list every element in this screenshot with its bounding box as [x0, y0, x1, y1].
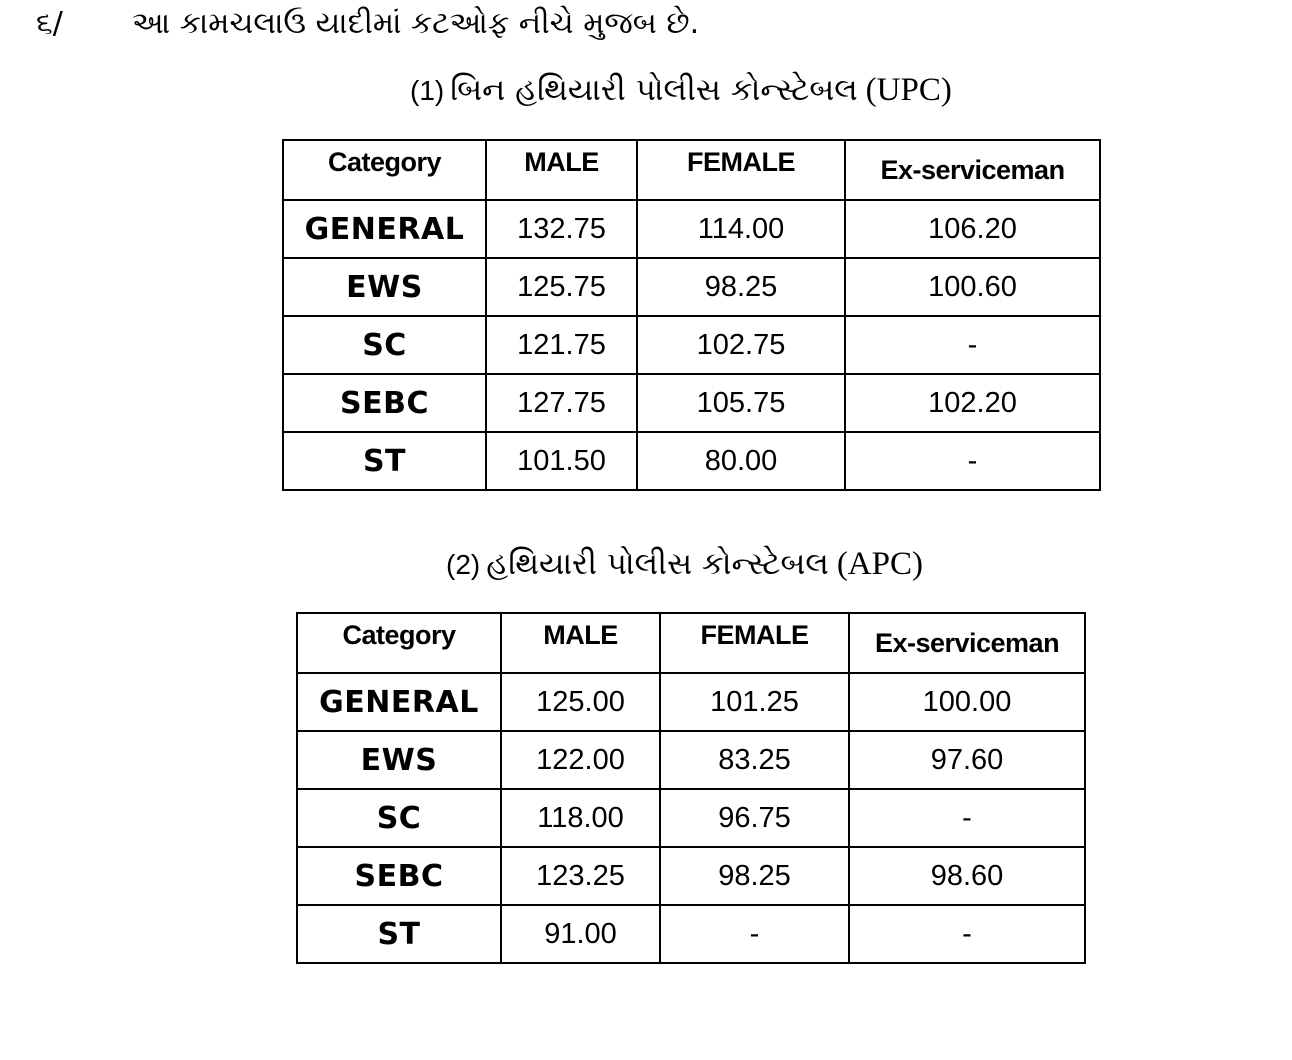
column-header-category: Category — [283, 140, 486, 200]
female-cell: 98.25 — [660, 847, 849, 905]
apc-cutoff-table — [296, 612, 1086, 964]
female-cell: - — [660, 905, 849, 963]
column-header-ex-serviceman: Ex-serviceman — [849, 613, 1085, 673]
category-cell: SC — [297, 789, 501, 847]
table-row — [283, 200, 1100, 258]
section-title-upc — [410, 68, 952, 113]
section-abbr: (UPC) — [865, 72, 952, 108]
table-row — [297, 731, 1085, 789]
ex-serviceman-cell: 97.60 — [849, 731, 1085, 789]
male-cell: 122.00 — [501, 731, 660, 789]
male-cell: 127.75 — [486, 374, 637, 432]
category-cell: ST — [297, 905, 501, 963]
ex-serviceman-cell: 100.00 — [849, 673, 1085, 731]
section-index: (1) — [410, 75, 445, 106]
upc-cutoff-table — [282, 139, 1101, 491]
female-cell: 102.75 — [637, 316, 845, 374]
female-cell: 105.75 — [637, 374, 845, 432]
female-cell: 96.75 — [660, 789, 849, 847]
column-header-female: FEMALE — [660, 613, 849, 673]
paragraph-number: ૬/ — [36, 6, 63, 41]
category-cell: GENERAL — [283, 200, 486, 258]
table-header-row — [297, 613, 1085, 673]
category-cell: GENERAL — [297, 673, 501, 731]
table-row — [297, 905, 1085, 963]
ex-serviceman-cell: - — [845, 316, 1100, 374]
column-header-male: MALE — [486, 140, 637, 200]
table-row — [297, 847, 1085, 905]
male-cell: 132.75 — [486, 200, 637, 258]
intro-text: આ કામચલાઉ યાદીમાં કટઓફ નીચે મુજબ છે. — [132, 6, 700, 41]
ex-serviceman-cell: 98.60 — [849, 847, 1085, 905]
table-row — [283, 258, 1100, 316]
female-cell: 101.25 — [660, 673, 849, 731]
male-cell: 118.00 — [501, 789, 660, 847]
female-cell: 80.00 — [637, 432, 845, 490]
ex-serviceman-cell: 106.20 — [845, 200, 1100, 258]
ex-serviceman-cell: - — [849, 905, 1085, 963]
ex-serviceman-cell: - — [845, 432, 1100, 490]
table-row — [283, 432, 1100, 490]
male-cell: 91.00 — [501, 905, 660, 963]
column-header-female: FEMALE — [637, 140, 845, 200]
table-row — [283, 374, 1100, 432]
intro-line — [36, 2, 699, 46]
ex-serviceman-cell: - — [849, 789, 1085, 847]
table-row — [297, 673, 1085, 731]
male-cell: 101.50 — [486, 432, 637, 490]
section-title-apc — [446, 542, 923, 587]
column-header-male: MALE — [501, 613, 660, 673]
table-header-row — [283, 140, 1100, 200]
table-row — [283, 316, 1100, 374]
male-cell: 125.75 — [486, 258, 637, 316]
ex-serviceman-cell: 100.60 — [845, 258, 1100, 316]
section-title-text: હથિયારી પોલીસ કોન્સ્ટેબલ — [486, 546, 829, 582]
category-cell: EWS — [283, 258, 486, 316]
female-cell: 98.25 — [637, 258, 845, 316]
female-cell: 114.00 — [637, 200, 845, 258]
column-header-ex-serviceman: Ex-serviceman — [845, 140, 1100, 200]
male-cell: 123.25 — [501, 847, 660, 905]
category-cell: SEBC — [283, 374, 486, 432]
table-row — [297, 789, 1085, 847]
category-cell: SC — [283, 316, 486, 374]
male-cell: 121.75 — [486, 316, 637, 374]
category-cell: SEBC — [297, 847, 501, 905]
section-index: (2) — [446, 549, 481, 580]
column-header-category: Category — [297, 613, 501, 673]
ex-serviceman-cell: 102.20 — [845, 374, 1100, 432]
section-title-text: બિન હથિયારી પોલીસ કોન્સ્ટેબલ — [450, 72, 858, 108]
category-cell: ST — [283, 432, 486, 490]
female-cell: 83.25 — [660, 731, 849, 789]
male-cell: 125.00 — [501, 673, 660, 731]
section-abbr: (APC) — [836, 546, 923, 582]
category-cell: EWS — [297, 731, 501, 789]
